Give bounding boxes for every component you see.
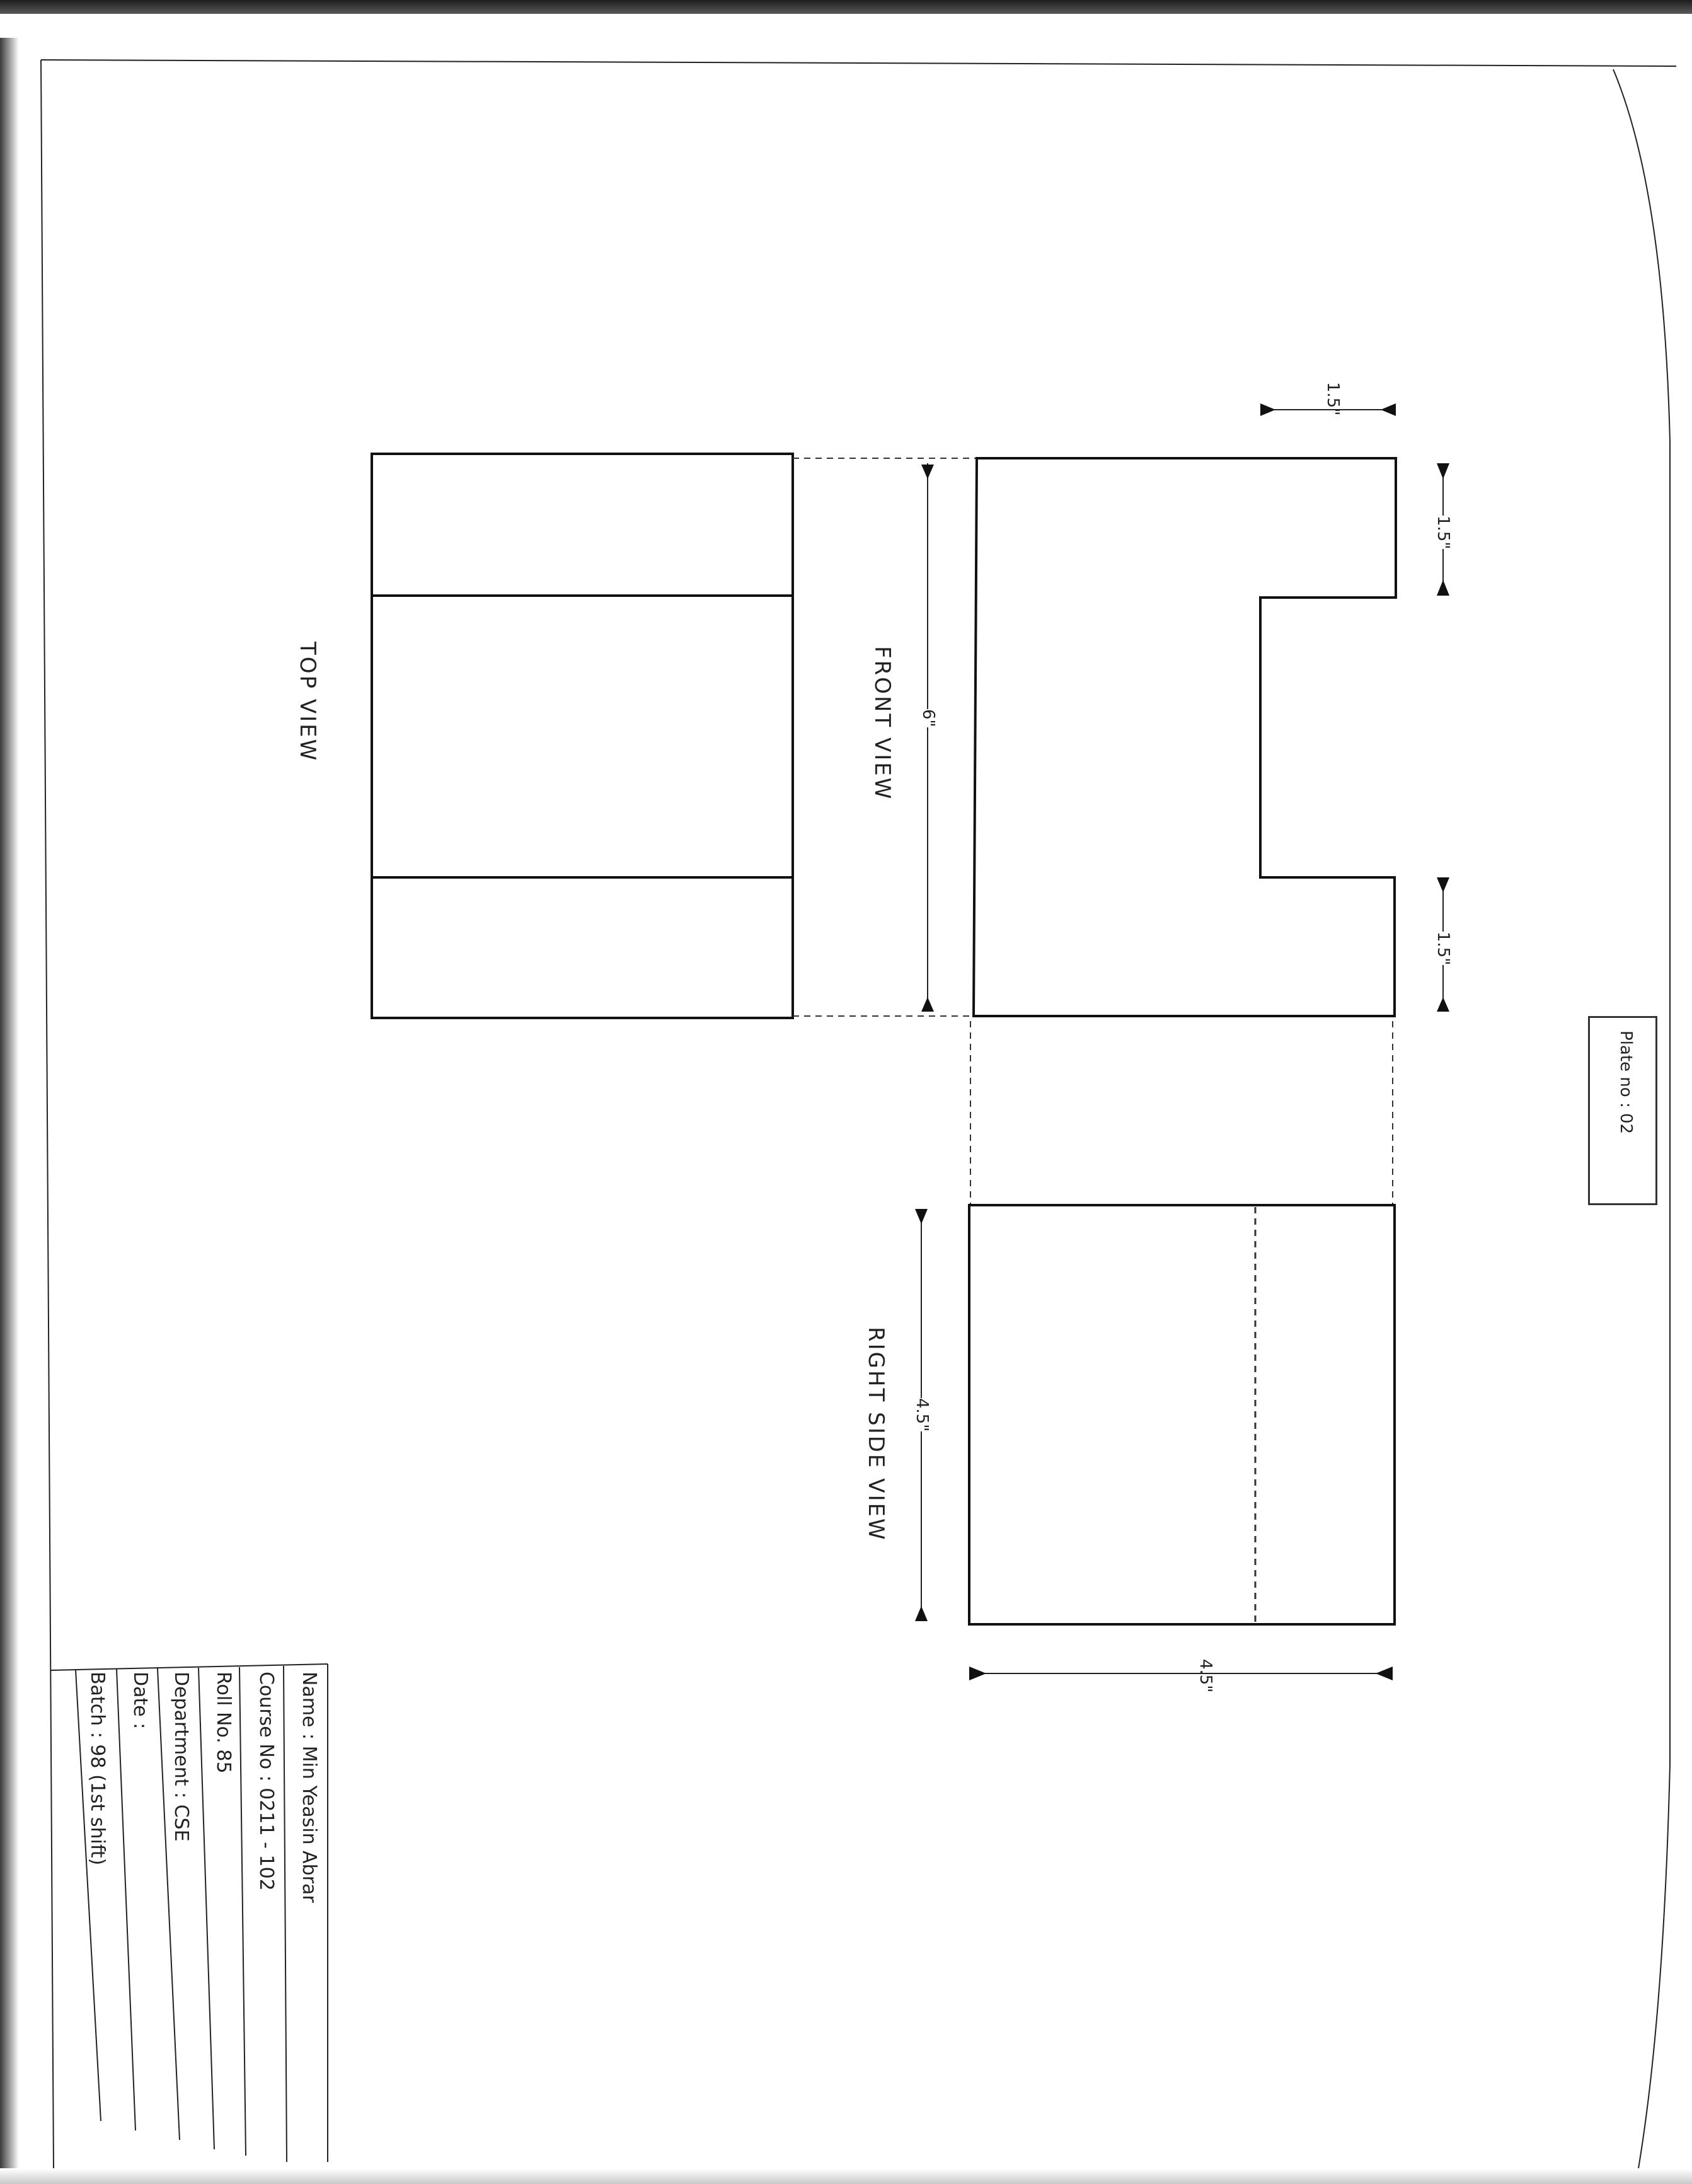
- dimension-side-width-label: 4.5": [1196, 1659, 1215, 1693]
- title-batch: Batch : 98 (1st shift): [86, 1672, 108, 1866]
- plate-number-label: Plate no : 02: [1616, 1031, 1635, 1135]
- dimension-height-6: [921, 463, 934, 1012]
- title-date: Date :: [129, 1672, 151, 1730]
- dimension-bottom-step-label: 1.5": [1434, 932, 1453, 966]
- front-view-outline: [974, 458, 1396, 1016]
- title-name: Name : Min Yeasin Abrar: [298, 1672, 320, 1903]
- side-view-outline: [969, 1205, 1395, 1624]
- dimension-top-step-label: 1.5": [1434, 516, 1453, 550]
- right-side-view-label: RIGHT SIDE VIEW: [863, 1327, 889, 1542]
- title-roll: Roll No. 85: [212, 1672, 234, 1774]
- dimension-notch-depth-label: 1.5": [1323, 382, 1342, 416]
- sheet-top-border: [41, 60, 1676, 66]
- plate-number-box: [1588, 1016, 1657, 1205]
- dimension-side-height-label: 4.5": [912, 1398, 931, 1432]
- top-view-outline: [372, 454, 793, 1018]
- sheet-left-border: [41, 60, 54, 2168]
- title-department: Department : CSE: [170, 1672, 192, 1842]
- dimension-side-width: [969, 1667, 1393, 1680]
- front-view-label: FRONT VIEW: [870, 646, 895, 801]
- title-course: Course No : 0211 - 102: [255, 1672, 277, 1891]
- top-view-label: TOP VIEW: [295, 642, 320, 763]
- top-view-drawing: [372, 454, 793, 1018]
- dimension-height-label: 6": [919, 709, 938, 727]
